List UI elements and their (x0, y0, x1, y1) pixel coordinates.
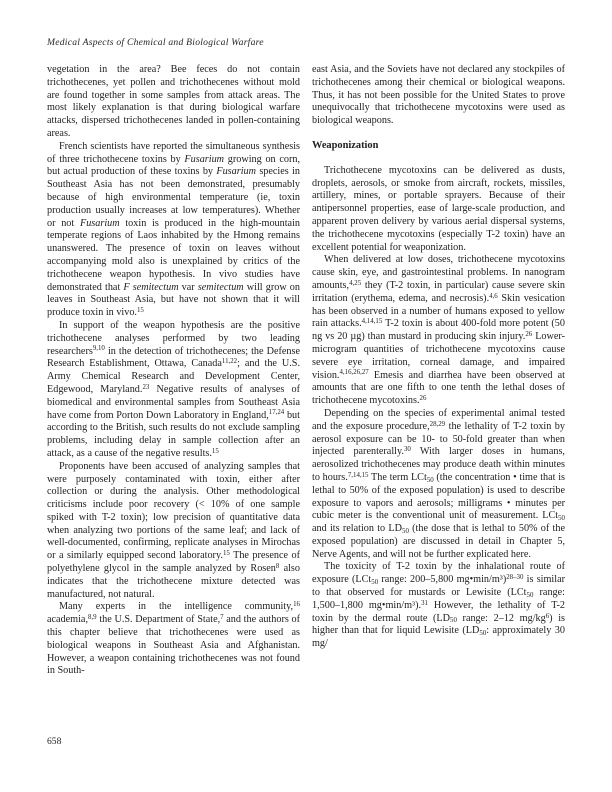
paragraph: French scientists have reported the simultaneous synthesis of three trichothecene toxins by Fusarium growing on corn, but actual production of these toxins by Fusarium species in Southeast Asia has not been demonstrated, presumably because of high environmental temperature (ie, toxin production usually increases at low temperatures). Whether or not Fusarium toxin is produced in the high-mountain temperate regions of Laos inhabited by the Hmong remains unanswered. The presence of toxin on leaves without accompanying mold also is unexplained by critics of the trichothecene weapon hypothesis. In vivo studies have demonstrated that F semitectum var semitectum will grow on leaves in Southeast Asia, but have not shown that it will produce toxin in vivo.$^{15}$ (47, 140, 301, 319)
reference-superscript: 23 (142, 383, 150, 391)
subscript: 50 (479, 630, 487, 638)
reference-superscript: 4,25 (349, 279, 362, 287)
reference-superscript: 30 (403, 446, 411, 454)
reference-superscript: 28–30 (506, 574, 524, 582)
subscript: 50 (450, 617, 457, 625)
reference-superscript: 7,14,15 (347, 471, 369, 479)
right-column (312, 64, 565, 678)
paragraph: Depending on the species of experimental animal tested and the exposure procedure,$^{28,29}$ the lethality of T-2 toxin by aerosol exposure can be 10- to 50-fold greater than when injected parenterally.$^{30}$ With larger doses in humans, aerosolized trichothecenes may produce death within minutes to hours.$^{7,14,15}$ The term LCt$_{50}$ (the concentration • time that is lethal to 50% of the exposed population) is used to describe exposure to vapors and aerosols; milligrams • minutes per cubic meter is the conventional unit of measurement. LCt$_{50}$ and its relation to $LD_{50}$ (the dose that is lethal to 50% of the exposed population) are discussed in detail in Chapter 5, Nerve Agents, and will not be further explicated here. (312, 407, 566, 560)
reference-superscript: 6 (545, 612, 550, 620)
reference-superscript: 31 (421, 599, 428, 607)
reference-superscript: 8,9 (88, 614, 97, 622)
reference-superscript: 15 (136, 307, 144, 315)
reference-superscript: 8 (275, 562, 280, 570)
paragraph: When delivered at low doses, trichothecene mycotoxins cause skin, eye, and gastrointestinal problems. In nanogram amounts,$^{4,25}$ they (T-2 toxin, in particular) cause severe skin irritation (erythema, edema, and necrosis).$^{4,6}$ Skin vesication has been observed in a number of humans exposed to yellow rain attacks.$^{4,14,15}$ T-2 toxin is about 400-fold more potent (50 ng vs 20 µg) than mustard in producing skin injury.$^{26}$ Lower-microgram quantities of trichothecene mycotoxins cause severe eye irritation, corneal damage, and impaired vision.$^{4,16,26,27}$ Emesis and diarrhea have been observed at amounts that are one fifth to one tenth the lethal doses of trichothecene mycotoxins.$^{26}$ (312, 254, 565, 407)
subscript: 50 (558, 515, 565, 523)
reference-superscript: 11,22 (221, 358, 238, 366)
page-number: 658 (47, 736, 62, 747)
reference-superscript: 4,14,15 (361, 318, 383, 326)
italic-term: Fusarium (184, 153, 225, 165)
reference-superscript: 28,29 (429, 420, 446, 428)
italic-term: Fusarium (216, 166, 256, 178)
subscript: 50 (371, 579, 379, 586)
paragraph: east Asia, and the Soviets have not declared any stockpiles of trichothecenes among their chemical or biological weapons. Thus, it has not been possible for the United States to prove unequivocally that trichothecene mycotoxins were used as biological weapons. (312, 64, 565, 127)
paragraph: Trichothecene mycotoxins can be delivered as dusts, droplets, aerosols, or smoke from aircraft, rockets, missiles, artillery, mines, or portable sprayers. Because of their antipersonnel properties, ease of large-scale production, and apparent proven delivery by various aerial dispersal systems, the trichothecene mycotoxins (especially T-2 toxin) have an excellent potential for weaponization. (312, 164, 565, 253)
subscript: 50 (526, 591, 534, 599)
paragraph: Many experts in the intelligence community,$^{16}$ academia,$^{8,9}$ the U.S. Department of State,$^7$ and the authors of this chapter believe that trichothecenes were used as biological weapons in Southeast Asia and Afghanistan. However, a weapon containing trichothecenes was not found in South- (47, 601, 300, 677)
subscript: 50 (402, 527, 409, 535)
reference-superscript: 4,6 (489, 292, 498, 300)
italic-term: F semitectum (123, 281, 179, 293)
paragraph: In support of the weapon hypothesis are the positive trichothecene analyses performed by two leading researchers$^{9,10}$ in the detection of trichothecenes; the Defense Research Establishment, Ottawa, Canada$^{11,22}$; and the U.S. Army Chemical Research and Development Center, Edgewood, Maryland.$^{23}$ Negative results of analyses of biomedical and environmental samples from Southeast Asia have come from Porton Down Laboratory in England,$^{17,24}$ but according to the British, such results do not exclude sampling problems, including delay in sample collection after an attack, as a cause of the negative results.$^{15}$ (47, 319, 300, 459)
italic-term: semitectum (197, 281, 244, 293)
paragraph: Proponents have been accused of analyzing samples that were purposely contaminated with toxin, either after collection or during the analysis. Other methodological criticisms include poor recovery (< 10% of one sample spiked with T-2 toxin); low precision of quantitative data when analyzing two portions of the same leaf; and lack of well-documented, confirming, replicate analyses in Mirochas or a similarly equipped second laboratory.$^{15}$ The presence of polyethylene glycol in the sample analyzed by Rosen$^8$ also indicates that the trichothecene mixture detected was manufactured, not natural. (47, 460, 300, 600)
left-column (47, 64, 300, 678)
reference-superscript: 15 (222, 550, 230, 558)
reference-superscript: 26 (419, 395, 427, 403)
reference-superscript: 16 (293, 601, 300, 609)
subscript: 50 (426, 476, 434, 484)
reference-superscript: 7 (220, 614, 224, 622)
text-columns (47, 64, 565, 678)
italic-term: Fusarium (79, 217, 120, 229)
paragraph: vegetation in the area? Bee feces do not contain trichothecenes, yet pollen and trichothecenes without mold are found together in some samples from attack areas. The most likely explanation is that during biological warfare attacks, dispersed trichothecenes landed in pollen-containing areas. (47, 64, 300, 139)
reference-superscript: 17,24 (268, 409, 285, 417)
section-heading: Weaponization (312, 139, 379, 151)
paragraph: The toxicity of T-2 toxin by the inhalational route of exposure (LCt$_{50}$ range: 200–5,800 mg•min/m³)$^{28-30}$ is similar to that observed for mustards or Lewisite (LCt$_{50}$ range: 1,500–1,800 mg•min/m³).$^{31}$ However, the lethality of T-2 toxin by the dermal route ($LD_{50}$ range: 2–12 $mg/kg^6$) is higher than that for liquid Lewisite ($LD_{50}$: approximately 30 mg/ (312, 561, 566, 650)
reference-superscript: 4,16,26,27 (339, 369, 369, 377)
reference-superscript: 15 (211, 447, 219, 455)
running-header: Medical Aspects of Chemical and Biological Warfare (47, 37, 264, 48)
reference-superscript: 26 (525, 331, 533, 339)
reference-superscript: 9,10 (92, 345, 105, 353)
